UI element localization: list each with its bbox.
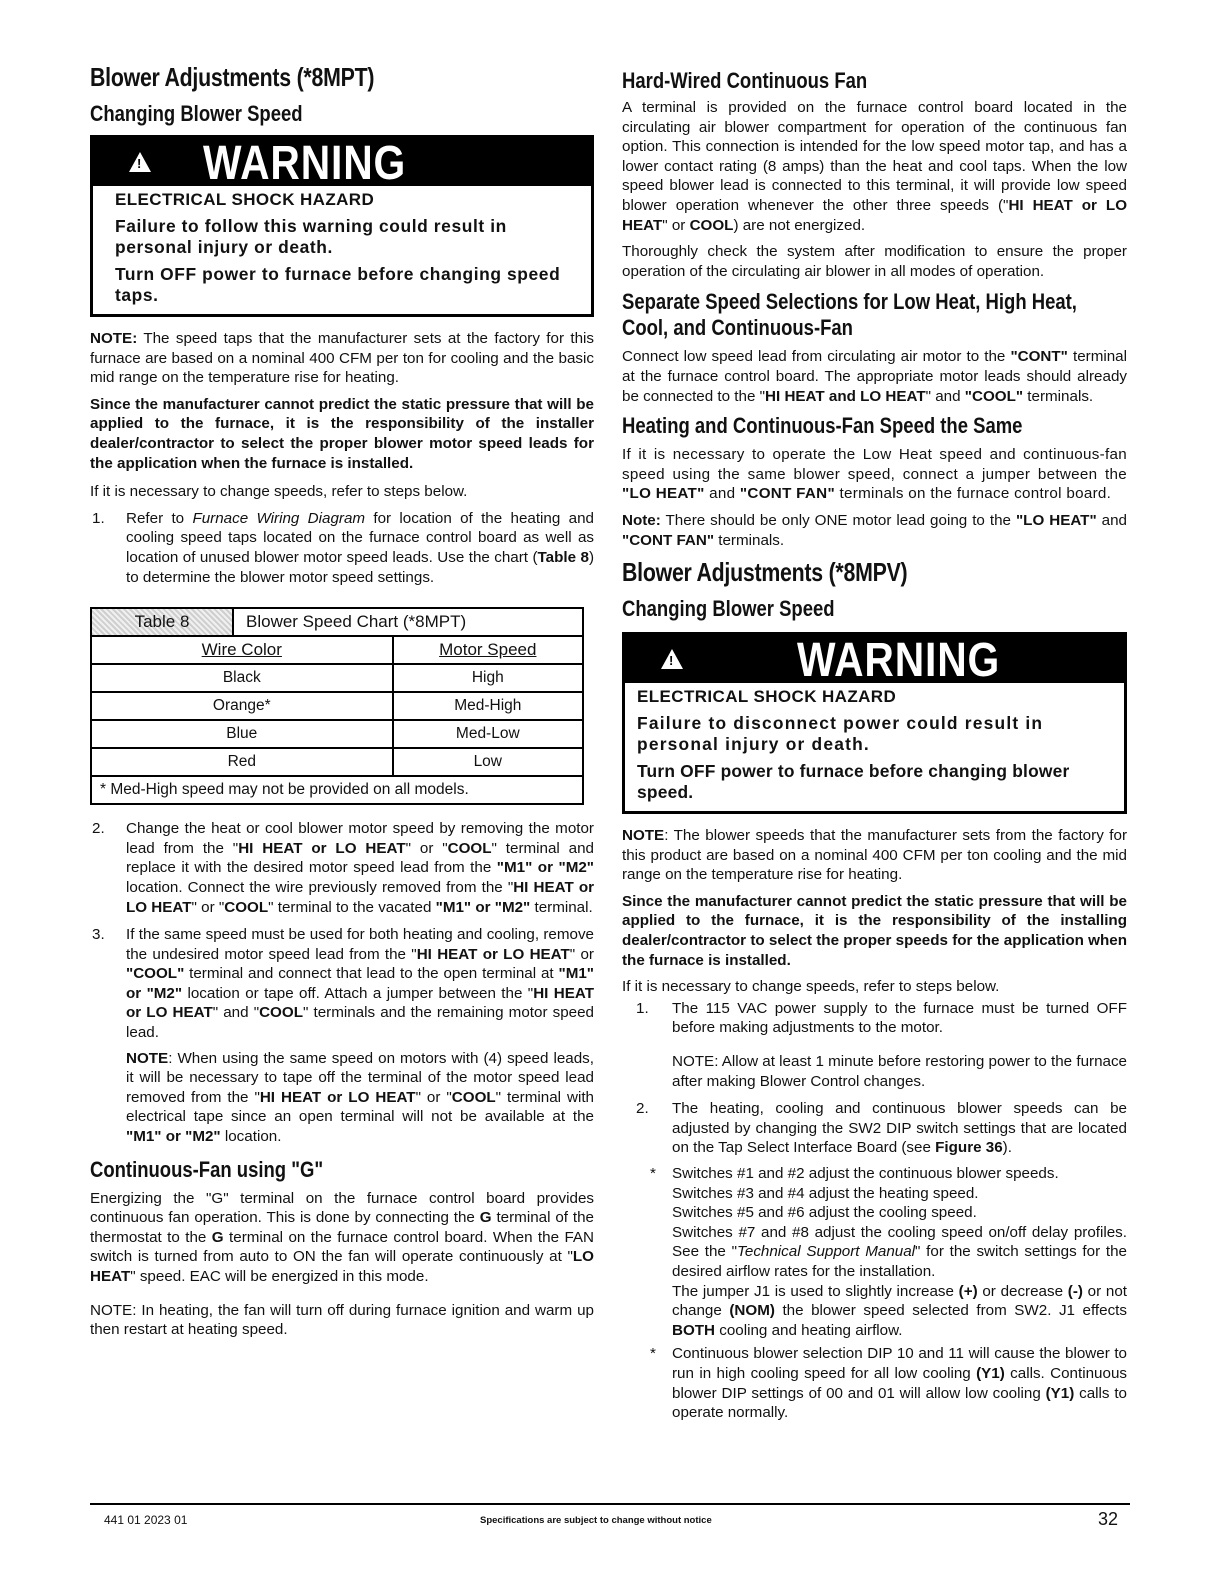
warning-box — [90, 135, 594, 317]
continuous-g-note: NOTE: In heating, the fan will turn off during furnace ignition and warm up then restart at heating speed. — [90, 1301, 594, 1339]
step-3-note: NOTE: When using the same speed on motors with (4) speed leads, it will be necessary to tape off the terminal of the motor speed lead removed from the "HI HEAT or LO HEAT" or "COOL" terminal with electrical tape since an open terminal will not be available at the "M1" or "M2" location. — [126, 1049, 594, 1146]
table-heading: Blower Speed Chart (*8MPT) — [233, 608, 583, 636]
table-row: Blue Med-Low — [91, 720, 583, 748]
blower-speed-table — [90, 607, 584, 805]
step-2-8mpv: 2. The heating, cooling and continuous blower speeds can be adjusted by changing the SW2 DIP switch settings that are located on the Tap Select Interface Board (see Figure 36). — [636, 1100, 1127, 1157]
step-3: 3. If the same speed must be used for both heating and cooling, remove the undesired motor speed lead from the "HI HEAT or LO HEAT" or "COOL" terminal and connect that lead to the open terminal at "M1" or "M2" location or tape off. Attach a jumper between the "HI HEAT or LO HEAT" and "COOL" terminals and the remaining motor speed lead. NOTE: When using the same speed on motors with (4) speed leads, it will be necessary to tape off the terminal of the motor speed lead removed from the "HI HEAT or LO HEAT" or "COOL" terminal with electrical tape since an open terminal will not be available at the "M1" or "M2" location. — [92, 926, 595, 1146]
subsection-title-changing-speed: Changing Blower Speed — [90, 101, 303, 126]
page-footer — [90, 1503, 1130, 1529]
warning-line-1-2: Failure to disconnect power could result in personal injury or death. — [637, 713, 1044, 755]
responsibility-paragraph-2: Since the manufacturer cannot predict the static pressure that will be applied to the furnace, it is the responsibility of the installing dealer/contractor to select the proper speeds for the application when the furnace is installed. — [622, 892, 1127, 969]
bullet-switches: * Switches #1 and #2 adjust the continuous blower speeds. Switches #3 and #4 adjust the heating speed. Switches #5 and #6 adjust the cooling speed. Switches #7 and #8 adjust the cooling speed on/off delay profiles. See the "Technical Support Manual" for the switch settings for the desired airflow rates for the installation. The jumper J1 is used to slightly increase (+) or decrease (-) or not change (NOM) the blower speed selected from SW2. J1 effects BOTH cooling and heating airflow. — [650, 1165, 1127, 1339]
intro-paragraph-2: If it is necessary to change speeds, refer to steps below. — [622, 978, 1000, 996]
section-title-8mpv: Blower Adjustments (*8MPV) — [622, 557, 908, 588]
warning-line-2-2: Turn OFF power to furnace before changing blower speed. — [637, 761, 1070, 803]
warning-word-2: WARNING — [797, 634, 1001, 688]
step-1-8mpv: 1. The 115 VAC power supply to the furnace must be turned OFF before making adjustments to the motor. NOTE: Allow at least 1 minute before restoring power to the furnace after making Blower Control changes. — [636, 999, 1128, 1090]
warning-banner-2 — [625, 634, 1124, 688]
same-speed-note: Note: There should be only ONE motor lead going to the "LO HEAT" and "CONT FAN" terminals. — [622, 511, 1127, 549]
warning-line-2: Turn OFF power to furnace before changing speed taps. — [115, 264, 561, 305]
responsibility-paragraph: Since the manufacturer cannot predict the static pressure that will be applied to the furnace, it is the responsibility of the installer dealer/contractor to select the proper blower motor speed leads for the application when the furnace is installed. — [90, 395, 594, 472]
warning-triangle-icon: ! — [129, 152, 151, 172]
table-row: Black High — [91, 664, 583, 692]
section-title-8mpt: Blower Adjustments (*8MPT) — [90, 62, 375, 92]
note-paragraph-2: NOTE: The blower speeds that the manufacturer sets from the factory for this product are based on a nominal 400 CFM per ton cooling and the mid range on the temperature rise for heating. — [622, 827, 1127, 884]
table-row: Orange* Med-High — [91, 692, 583, 720]
page-number: 32 — [1097, 1509, 1118, 1529]
section-title-hard-wired: Hard-Wired Continuous Fan — [622, 68, 868, 93]
table-row: Red Low — [91, 748, 583, 776]
warning-hazard: ELECTRICAL SHOCK HAZARD — [115, 190, 375, 209]
separate-speeds-paragraph: Connect low speed lead from circulating air motor to the "CONT" terminal at the furnace control board. The appropriate motor leads should already be connected to the "HI HEAT and LO HEAT" and "COOL" terminals. — [622, 348, 1127, 405]
hard-wired-paragraph: A terminal is provided on the furnace control board located in the circulating air blower compartment for operation of the continuous fan option. This connection is intended for the low speed motor tap, and has a lower contact rating (8 amps) than the heat and cool taps. When the low speed blower lead is connected to this terminal, it will provide low speed blower operation whenever the other three speeds ("HI HEAT or LO HEAT" or COOL) are not energized. — [622, 99, 1128, 234]
hard-wired-paragraph-2: Thoroughly check the system after modification to ensure the proper operation of the circulating air blower in all modes of operation. — [622, 243, 1127, 280]
spec-notice: Specifications are subject to change without notice — [480, 1515, 712, 1526]
note-paragraph: NOTE: The speed taps that the manufacturer sets at the factory for this furnace are based on a nominal 400 CFM per ton for cooling and the basic mid range on the temperature rise for heating. — [90, 330, 594, 387]
right-column — [622, 62, 1127, 1429]
document-code: 441 01 2023 01 — [104, 1513, 188, 1527]
table-label: Table 8 — [91, 608, 233, 636]
col-header-wire-color: Wire Color — [91, 636, 393, 664]
bullet-continuous-dip: * Continuous blower selection DIP 10 and 11 will cause the blower to run in high cooling speed for all low cooling (Y1) calls. Continuous blower DIP settings of 00 and 01 will allow low cooling (Y1) calls to operate normally. — [650, 1345, 1127, 1422]
col-header-motor-speed: Motor Speed — [393, 636, 583, 664]
warning-word: WARNING — [203, 137, 407, 190]
warning-box-2 — [622, 632, 1127, 814]
step-1: 1. Refer to Furnace Wiring Diagram for location of the heating and cooling speed taps located on the furnace control board as well as location of unused blower motor speed leads. Use the chart (Table 8) to determine the blower motor speed settings. — [92, 509, 594, 586]
warning-line-1: Failure to follow this warning could result in personal injury or death. — [115, 216, 507, 257]
section-title-same-speed: Heating and Continuous-Fan Speed the Same — [622, 413, 1023, 439]
left-column — [90, 62, 594, 1347]
intro-paragraph: If it is necessary to change speeds, refer to steps below. — [90, 483, 468, 501]
subsection-title-changing-speed-2: Changing Blower Speed — [622, 596, 835, 622]
step-2: 2. Change the heat or cool blower motor speed by removing the motor lead from the "HI HEAT or LO HEAT" or "COOL" terminal and replace it with the desired motor speed lead from the "M1" or "M2" location. Connect the wire previously removed from the "HI HEAT or LO HEAT" or "COOL" terminal to the vacated "M1" or "M2" terminal. — [92, 820, 595, 916]
table-footnote: * Med-High speed may not be provided on all models. — [91, 776, 583, 804]
warning-hazard-2: ELECTRICAL SHOCK HAZARD — [637, 687, 897, 707]
continuous-g-paragraph: Energizing the "G" terminal on the furnace control board provides continuous fan operation. This is done by connecting the G terminal of the thermostat to the G terminal on the furnace control board. When the FAN switch is turned from auto to ON the fan will operate continuously at "LO HEAT" speed. EAC will be energized in this mode. — [90, 1189, 594, 1285]
warning-banner — [93, 137, 591, 190]
section-title-separate-speeds: Separate Speed Selections for Low Heat, High Heat, Cool, and Continuous-Fan — [622, 289, 1077, 341]
same-speed-paragraph: If it is necessary to operate the Low Heat speed and continuous-fan speed using the same blower speed, connect a jumper between the "LO HEAT" and "CONT FAN" terminals on the furnace control board. — [622, 446, 1127, 503]
section-title-continuous-g: Continuous-Fan using "G" — [90, 1156, 324, 1182]
warning-triangle-icon: ! — [661, 649, 683, 669]
